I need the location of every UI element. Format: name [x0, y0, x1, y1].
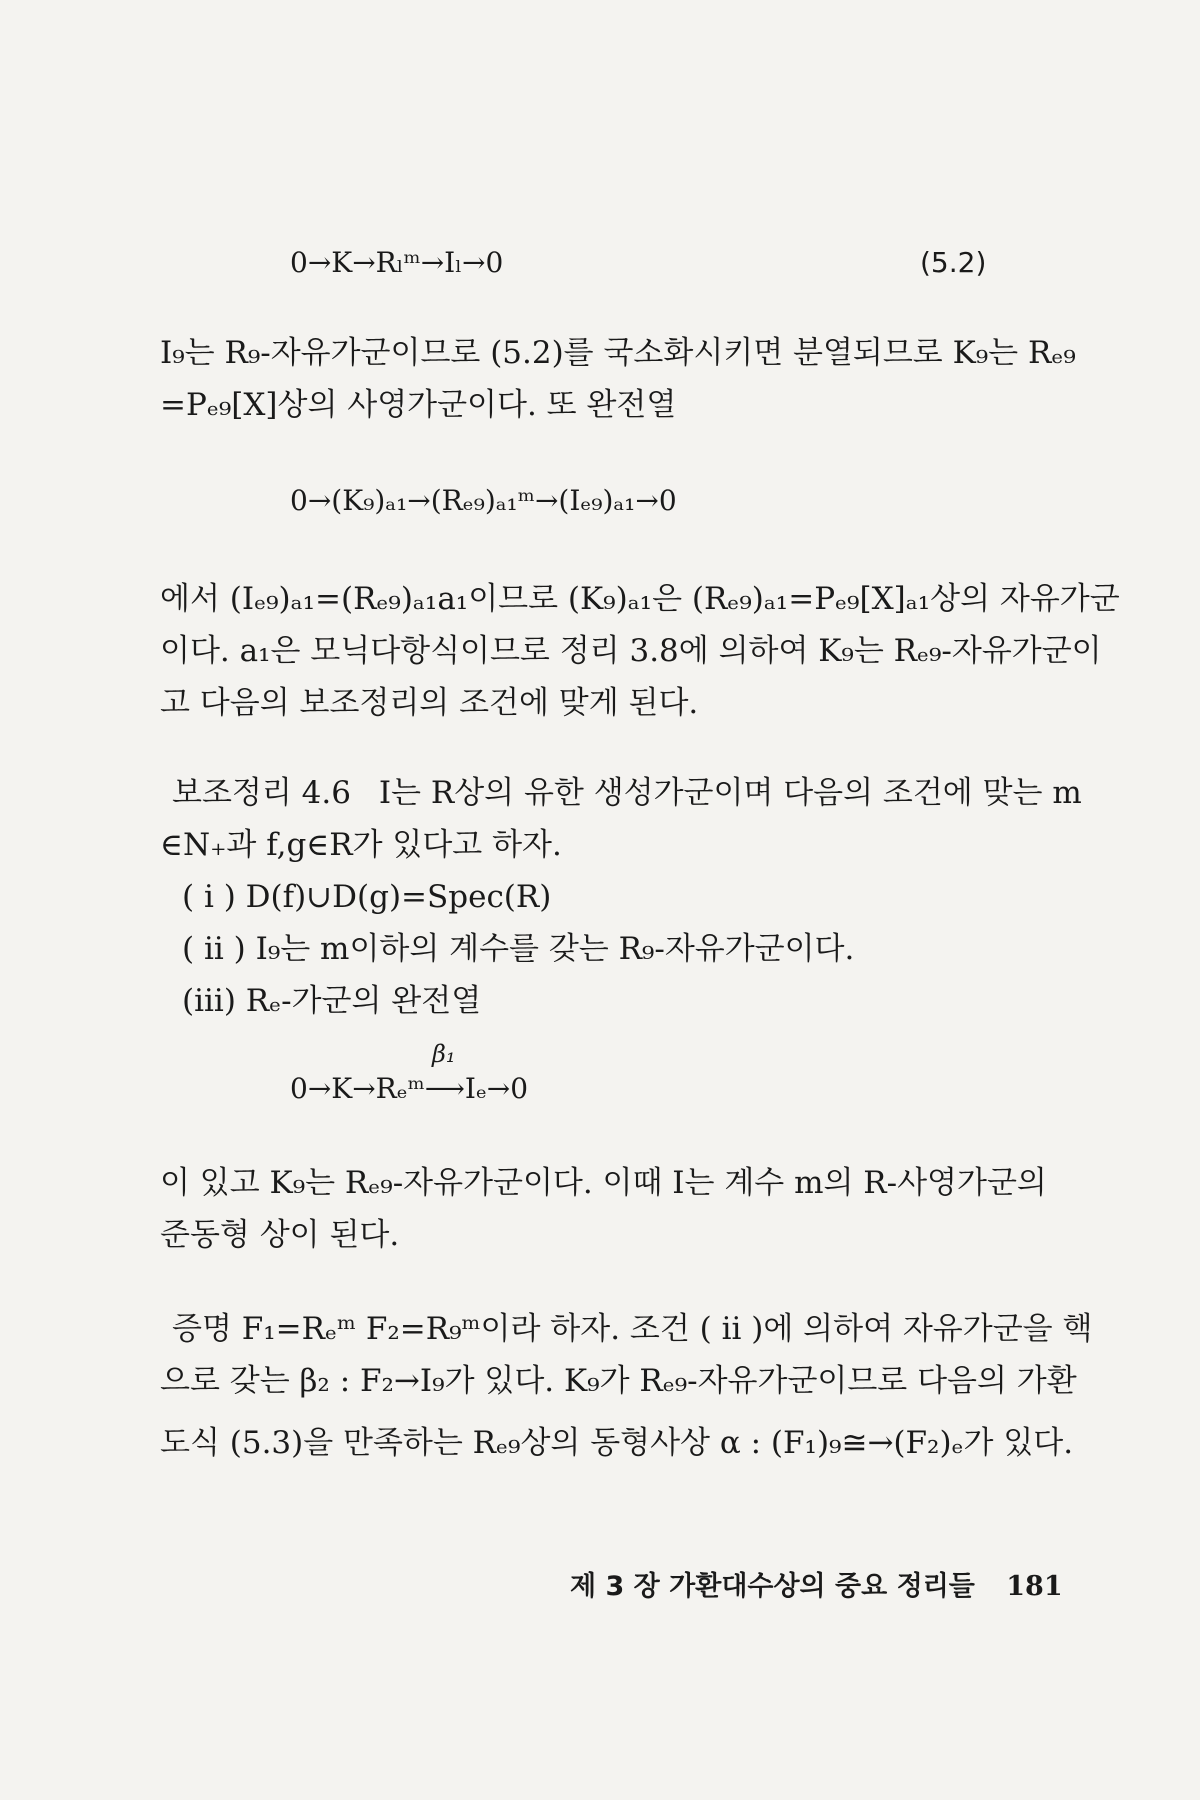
lemma-condition-2: ( ii ) I₉는 m이하의 계수를 갖는 R₉-자유가군이다. — [182, 931, 855, 967]
arrow-label-beta1: β₁ — [432, 1040, 456, 1068]
lemma-condition-3: (iii) Rₑ-가군의 완전열 — [182, 983, 482, 1019]
proof-line-3: 도식 (5.3)을 만족하는 Rₑ₉상의 동형사상 α : (F₁)₉≅→(F₂)ₑ가 있다. — [160, 1425, 1074, 1461]
paragraph-2-line-3: 고 다음의 보조정리의 조건에 맞게 된다. — [160, 685, 699, 721]
chapter-title: 제 3 장 가환대수상의 중요 정리들 — [570, 1571, 975, 1602]
equation-number: (5.2) — [920, 246, 987, 279]
proof-line-2: 으로 갖는 β₂ : F₂→I₉가 있다. K₉가 Rₑ₉-자유가군이므로 다음의 가환 — [160, 1363, 1077, 1399]
lemma-exact-sequence: 0→K→Rₑᵐ⟶Iₑ→0 — [290, 1072, 529, 1105]
paragraph-2-line-2: 이다. a₁은 모닉다항식이므로 정리 3.8에 의하여 K₉는 Rₑ₉-자유가군이 — [160, 633, 1102, 669]
lemma-condition-1: ( i ) D(f)∪D(g)=Spec(R) — [182, 879, 552, 915]
lemma-intro-line-1: I는 R상의 유한 생성가군이며 다음의 조건에 맞는 m — [378, 775, 1082, 811]
paragraph-2-line-1: 에서 (Iₑ₉)ₐ₁=(Rₑ₉)ₐ₁a₁이므로 (K₉)ₐ₁은 (Rₑ₉)ₐ₁=Pₑ₉[X]ₐ₁상의 자유가군 — [160, 581, 1120, 617]
lemma-conclusion-line-1: 이 있고 K₉는 Rₑ₉-자유가군이다. 이때 I는 계수 m의 R-사영가군의 — [160, 1165, 1047, 1201]
proof-line-1: 증명 F₁=Rₑᵐ F₂=R₉ᵐ이라 하자. 조건 ( ii )에 의하여 자유가군을 핵 — [172, 1311, 1093, 1347]
lemma-heading: 보조정리 4.6 — [172, 775, 351, 811]
paragraph-1-line-2: =Pₑ₉[X]상의 사영가군이다. 또 완전열 — [160, 387, 677, 423]
lemma-conclusion-line-2: 준동형 상이 된다. — [160, 1217, 400, 1253]
paragraph-1-line-1: I₉는 R₉-자유가군이므로 (5.2)를 국소화시키면 분열되므로 K₉는 Rₑ₉ — [160, 335, 1076, 371]
page-footer — [570, 1564, 1063, 1603]
page-number: 181 — [1006, 1571, 1063, 1602]
equation-localized: 0→(K₉)ₐ₁→(Rₑ₉)ₐ₁ᵐ→(Iₑ₉)ₐ₁→0 — [290, 484, 677, 517]
equation-5-2: 0→K→Rₗᵐ→Iₗ→0 — [290, 246, 504, 279]
lemma-intro-line-2: ∈N₊과 f,g∈R가 있다고 하자. — [160, 827, 562, 863]
lemma-block — [172, 775, 1082, 811]
